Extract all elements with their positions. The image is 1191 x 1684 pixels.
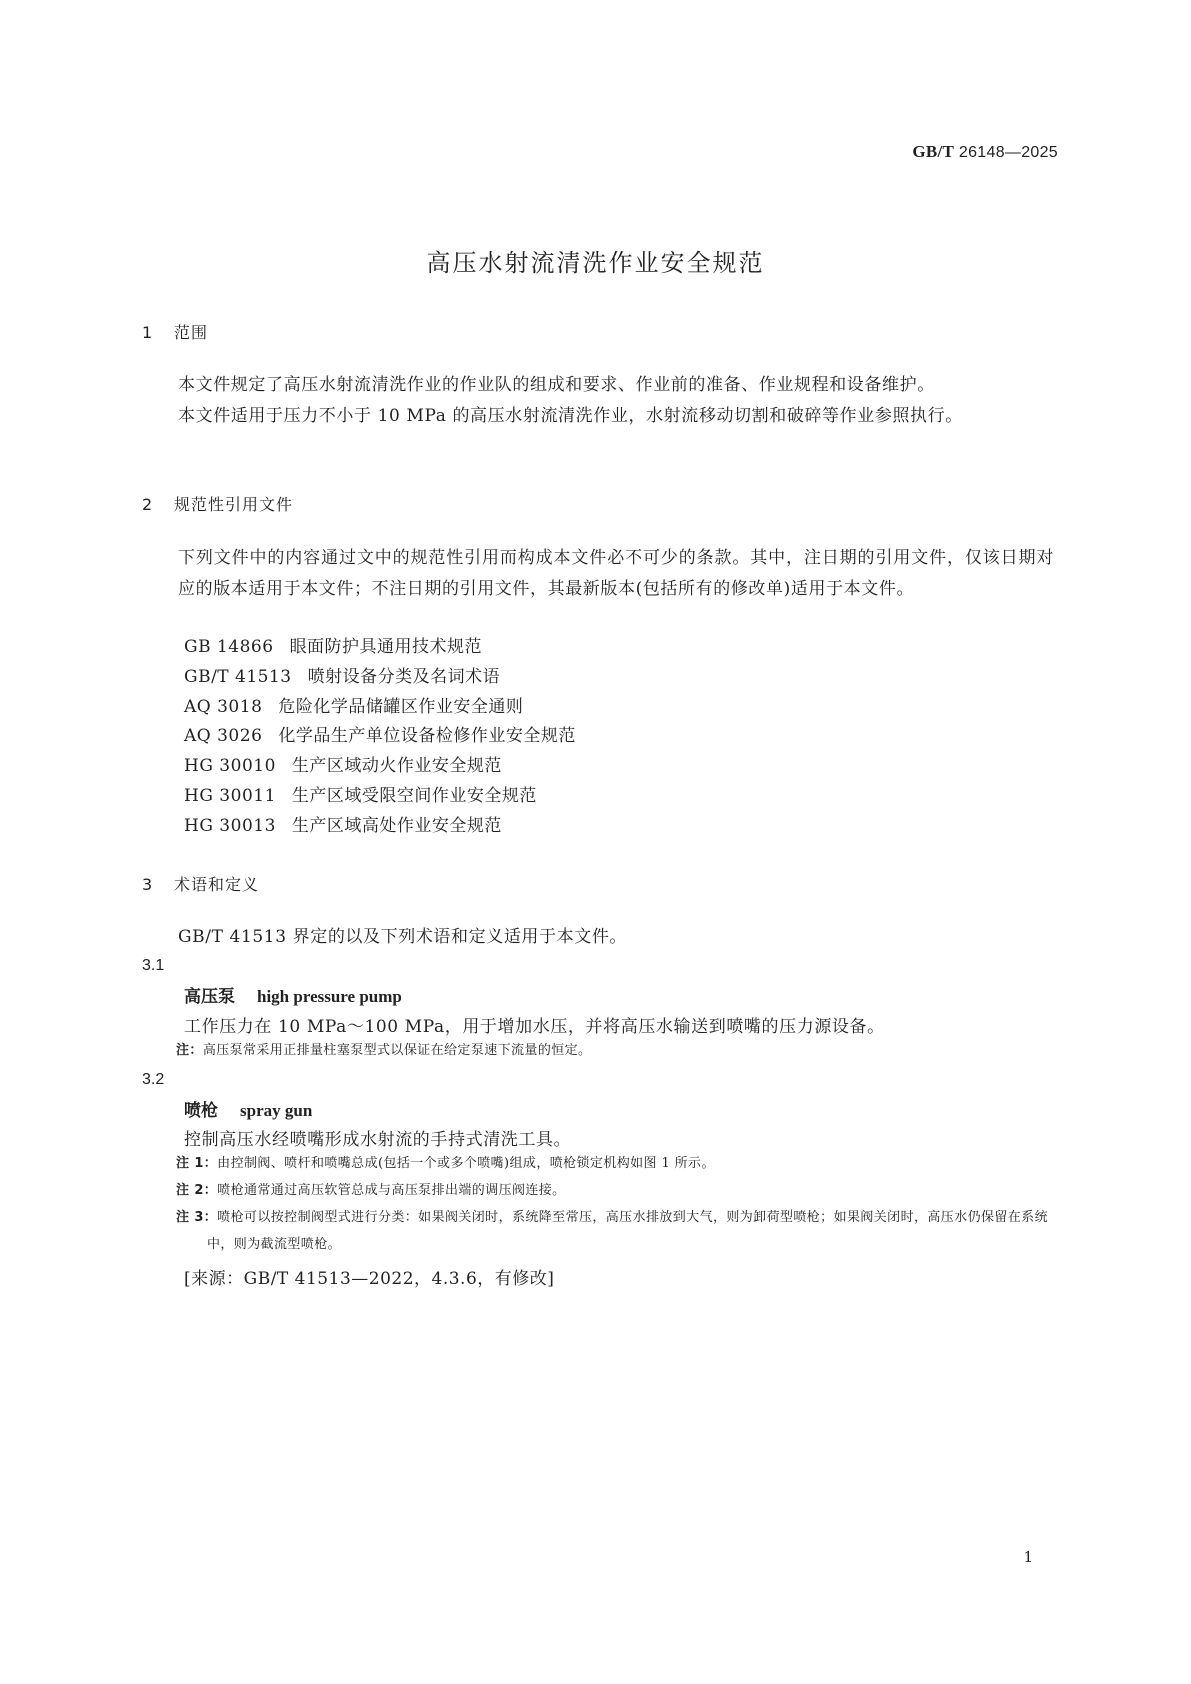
term-heading — [184, 982, 402, 1007]
standard-number: 26148—2025 — [958, 144, 1058, 161]
section-1-heading — [142, 320, 208, 343]
section-number: 3 — [142, 875, 154, 894]
term-definition: 控制高压水经喷嘴形成水射流的手持式清洗工具。 — [184, 1130, 572, 1150]
section-title: 范围 — [174, 323, 209, 342]
term-note: 注 2：喷枪通常通过高压软管总成与高压泵排出端的调压阀连接。 — [176, 1183, 566, 1198]
section-1-paragraph-1: 本文件规定了高压水射流清洗作业的作业队的组成和要求、作业前的准备、作业规程和设备维护。 — [178, 375, 935, 395]
standard-prefix: GB/T — [912, 142, 955, 161]
term-definition: 工作压力在 10 MPa～100 MPa，用于增加水压，并将高压水输送到喷嘴的压力源设备。 — [184, 1017, 885, 1037]
term-note: 注 1：由控制阀、喷杆和喷嘴总成(包括一个或多个喷嘴)组成，喷枪锁定机构如图 1 所示。 — [176, 1156, 715, 1171]
section-title: 术语和定义 — [174, 875, 260, 894]
reference-item: GB/T 41513 喷射设备分类及名词术语 — [184, 667, 501, 687]
term-heading — [184, 1096, 312, 1121]
reference-item: HG 30010 生产区域动火作业安全规范 — [184, 756, 502, 776]
section-number: 2 — [142, 495, 154, 514]
term-en: spray gun — [240, 1101, 313, 1120]
reference-item: HG 30013 生产区域高处作业安全规范 — [184, 816, 502, 836]
term-number: 3.1 — [142, 957, 165, 974]
reference-item: GB 14866 眼面防护具通用技术规范 — [184, 637, 483, 657]
section-3-paragraph-1: GB/T 41513 界定的以及下列术语和定义适用于本文件。 — [178, 927, 628, 947]
reference-item: AQ 3026 化学品生产单位设备检修作业安全规范 — [184, 726, 576, 746]
document-title: 高压水射流清洗作业安全规范 — [426, 249, 765, 277]
standard-code — [912, 142, 1058, 162]
section-title: 规范性引用文件 — [174, 495, 294, 514]
reference-item: AQ 3018 危险化学品储罐区作业安全通则 — [184, 697, 524, 717]
section-number: 1 — [142, 323, 154, 342]
term-cn: 高压泵 — [184, 987, 235, 1007]
term-cn: 喷枪 — [184, 1101, 218, 1121]
term-source: [来源：GB/T 41513—2022，4.3.6，有修改] — [184, 1269, 555, 1289]
section-2-paragraph-1: 下列文件中的内容通过文中的规范性引用而构成本文件必不可少的条款。其中，注日期的引用文件，仅该日期对应的版本适用于本文件；不注日期的引用文件，其最新版本(包括所有的修改单)适用于本文件。 — [178, 548, 1054, 599]
term-number: 3.2 — [142, 1071, 165, 1088]
term-note: 注：高压泵常采用正排量柱塞泵型式以保证在给定泵速下流量的恒定。 — [176, 1043, 592, 1058]
section-2-heading — [142, 492, 293, 515]
term-note: 注 3：喷枪可以按控制阀型式进行分类：如果阀关闭时，系统降至常压，高压水排放到大气，则为卸荷型喷枪；如果阀关闭时，高压水仍保留在系统中，则为截流型喷枪。 — [176, 1210, 1048, 1252]
page-number: 1 — [1023, 1548, 1033, 1566]
section-3-heading — [142, 872, 259, 895]
term-en: high pressure pump — [257, 987, 402, 1006]
section-1-paragraph-2: 本文件适用于压力不小于 10 MPa 的高压水射流清洗作业，水射流移动切割和破碎等作业参照执行。 — [178, 406, 963, 426]
reference-item: HG 30011 生产区域受限空间作业安全规范 — [184, 786, 537, 806]
